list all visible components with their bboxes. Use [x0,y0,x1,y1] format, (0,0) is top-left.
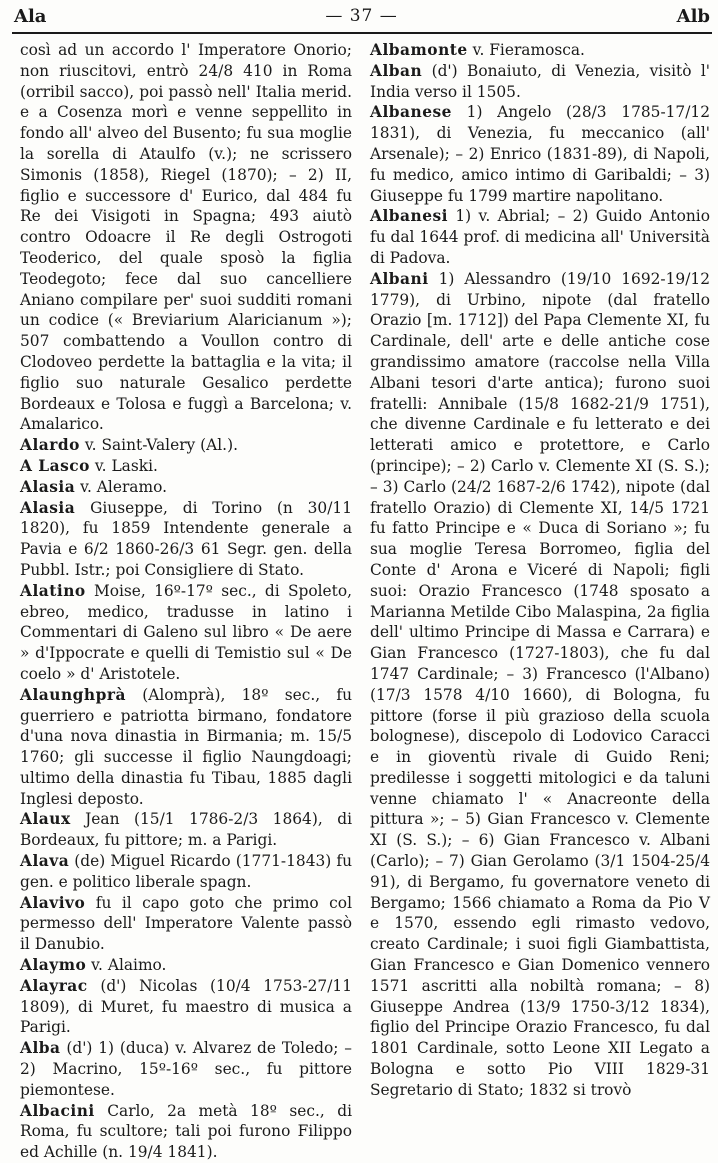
header-right-guide-word: Alb [676,5,710,27]
entry-text: fu il capo goto che primo col permesso dell' Imperatore Valente passò il Danubio. [20,893,352,954]
entry-headword: Albani [370,269,429,288]
entry-headword: A Lasco [20,456,90,475]
entry-headword: Albamonte [370,41,468,59]
dictionary-entry [370,206,710,268]
dictionary-entry [20,498,352,581]
entry-text: 1) Alessandro (19/10 1692-19/12 1779), di Urbino, nipote (dal fratello Orazio [m. 1712]) del Papa Clemente XI, fu Cardinale, dell' arte e delle antiche cose grandissimo amatore (raccolse nella Villa Albani tesori d'arte antica); furono suoi fratelli: Annibale (15/8 1682-21/9 1751), che divenne Cardinale e fu letterato e dei letterati amico e protettore, e Carlo (principe); – 2) Carlo v. Clemente XI (S. S.); – 3) Carlo (24/2 1687-2/6 1742), nipote (dal fratello Orazio) di Clemente XI, 14/5 1721 fu fatto Principe e « Duca di Soriano »; fu sua moglie Teresa Borromeo, figlia del Conte d' Arona e Viceré di Napoli; figli suoi: Orazio Francesco (1748 sposato a Marianna Metilde Cibo Malaspina, 2a figlia dell' ultimo Principe di Massa e Carrara) e Gian Francesco (1727-1803), che fu dal 1747 Cardinale; – 3) Francesco (l'Albano) (17/3 1578 4/10 1660), di Bologna, fu pittore (forse il più grazioso della scuola bolognese), discepolo di Lodovico Caracci e in gioventù rivale di Guido Reni; predilesse i soggetti mitologici e da taluni venne chiamato l' « Anacreonte della pittura »; – 5) Gian Francesco v. Clemente XI (S. S.); – 6) Gian Francesco v. Albani (Carlo); – 7) Gian Gerolamo (3/1 1504-25/4 91), di Bergamo, fu governatore veneto di Bergamo; 1566 chiamato a Roma da Pio V e 1570, essendo egli rimasto vedovo, creato Cardinale; i suoi figli Giambattista, Gian Francesco e Gian Domenico vennero 1571 ascritti alla nobiltà romana; – 8) Giuseppe Andrea (13/9 1750-3/12 1834), figlio del Principe Orazio Francesco, fu dal 1801 Cardinale, sotto Leone XII Legato a Bologna e sotto Pio VIII 1829-31 Segretario di Stato; 1832 si trovò [370,269,710,1099]
dictionary-entry [20,976,352,1038]
dictionary-entry [370,40,710,61]
dictionary-entry [20,456,352,477]
entry-headword: Alban [370,61,423,80]
dictionary-entry [20,581,352,685]
entry-headword: Alba [20,1039,61,1058]
entry-headword: Alayrac [20,976,88,995]
dictionary-entry [20,435,352,456]
entry-text: così ad un accordo l' Imperatore Onorio; non riuscitovi, entrò 24/8 410 in Roma (orribil sacco), poi passò nell' Italia merid. e a Cosenza morì e venne seppellito in fondo all' alveo del Busento; fu sua moglie la sorella di Ataulfo (v.); ne scrissero Simonis (1858), Riegel (1870); – 2) II, figlio e successore d' Eurico, dal 484 fu Re dei Visigoti in Spagna; 493 aiutò contro Odoacre il Re degli Ostrogoti Teoderico, del quale sposò la figlia Teodegoto; fece dal suo cancelliere Aniano compilare per' suoi sudditi romani un codice (« Breviarium Alaricianum »); 507 combattendo a Voullon contro di Clodoveo perdette la battaglia e la vita; il figlio suo naturale Gesalico perdette Bordeaux e Tolosa e fuggì a Barcelona; v. Amalarico. [20,41,352,434]
entry-text: (de) Miguel Ricardo (1771-1843) fu gen. e politico liberale spagn. [20,852,352,891]
entry-text: Giuseppe, di Torino (n 30/11 1820), fu 1859 Intendente generale a Pavia e 6/2 1860-26/3 61 Segr. gen. della Pubbl. Istr.; poi Consigliere di Stato. [20,498,352,579]
entry-text: (Alomprà), 18º sec., fu guerriero e patriotta birmano, fondatore d'una nova dinastia in Birmania; m. 15/5 1760; gli successe il figlio Naungdoagi; ultimo della dinastia fu Tibau, 1885 dagli Inglesi deposto. [20,685,352,808]
entry-text: (d') Bonaiuto, di Venezia, visitò l' India verso il 1505. [370,61,710,101]
dictionary-entry [20,40,352,435]
left-column [20,40,352,1163]
entry-text: v. Fieramosca. [472,41,585,59]
dictionary-entry [370,269,710,1101]
entry-text: (d') Nicolas (10/4 1753-27/11 1809), di Muret, fu maestro di musica a Parigi. [20,976,352,1037]
entry-headword: Albanese [370,103,452,122]
header-rule [12,32,712,34]
entry-headword: Albacini [20,1101,95,1120]
entry-headword: Alaunghprà [20,685,126,704]
dictionary-entry [20,685,352,810]
dictionary-entry [20,809,352,851]
dictionary-entry [370,102,710,206]
entry-text: Carlo, 2a metà 18º sec., di Roma, fu scultore; tali poi furono Filippo ed Achille (n. 19/4 1841). [20,1101,352,1162]
entry-text: 1) Angelo (28/3 1785-17/12 1831), di Venezia, fu meccanico (all' Arsenale); – 2) Enrico (1831-89), di Napoli, fu medico, amico intimo di Garibaldi; – 3) Giuseppe fu 1799 martire napolitano. [370,103,710,205]
dictionary-entry [20,955,352,976]
dictionary-entry [20,893,352,955]
entry-text: v. Aleramo. [80,477,167,496]
entry-text: 1) v. Abrial; – 2) Guido Antonio fu dal 1644 prof. di medicina all' Università di Padova. [370,207,710,267]
entry-text: Jean (15/1 1786-2/3 1864), di Bordeaux, fu pittore; m. a Parigi. [20,810,352,850]
entry-headword: Alatino [20,581,86,600]
page-header [14,2,710,30]
right-column [370,40,710,1101]
entry-headword: Alaymo [20,956,87,975]
entry-headword: Alasia [20,498,76,517]
entry-text: (d') 1) (duca) v. Alvarez de Toledo; – 2) Macrino, 15º-16º sec., fu pittore piemontese. [20,1039,352,1099]
entry-text: v. Laski. [94,456,158,475]
dictionary-entry [20,477,352,498]
entry-text: Moise, 16º-17º sec., di Spoleto, ebreo, medico, tradusse in latino i Commentari di Galeno sul libro « De aere » d'Ippocrate e quelli di Temistio sul « De coelo » d' Aristotele. [20,581,352,683]
entry-headword: Alavivo [20,893,86,912]
entry-headword: Alaux [20,810,71,829]
header-left-guide-word: Ala [14,5,47,27]
entry-headword: Alasia [20,477,76,496]
entry-headword: Albanesi [370,207,449,226]
dictionary-entry [20,1038,352,1100]
dictionary-entry [20,851,352,893]
dictionary-entry [370,61,710,103]
entry-headword: Alava [20,852,70,871]
entry-headword: Alardo [20,436,80,455]
dictionary-entry [20,1101,352,1163]
page-number: — 37 — [325,6,398,26]
entry-text: v. Saint-Valery (Al.). [84,436,238,455]
entry-text: v. Alaimo. [91,956,167,975]
